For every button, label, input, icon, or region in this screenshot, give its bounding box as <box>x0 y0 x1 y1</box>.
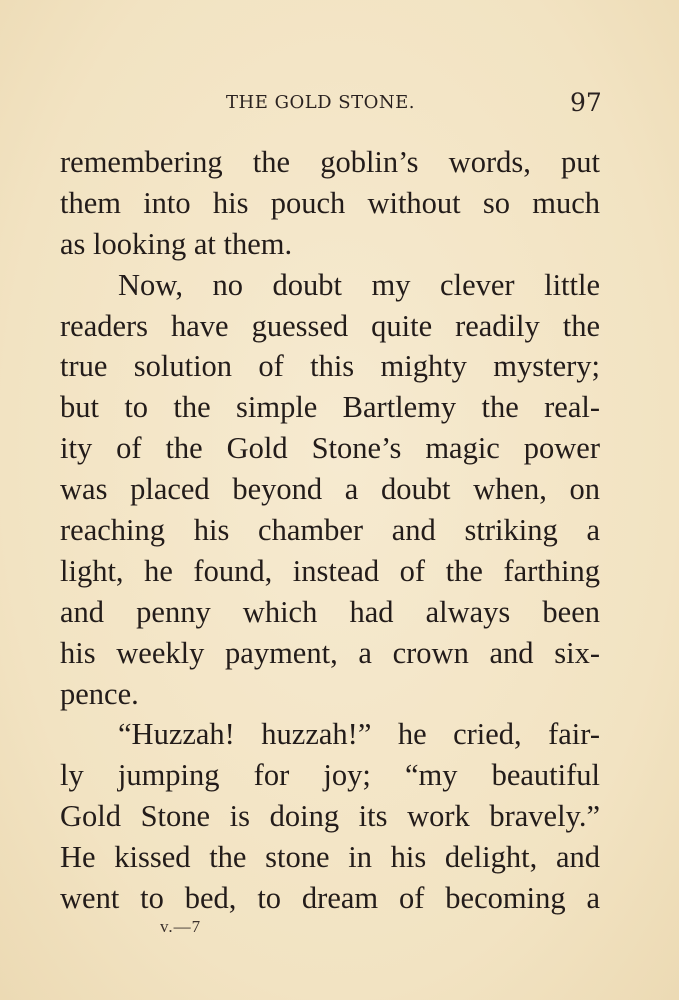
text-line: remembering the goblin’s words, put <box>60 145 600 179</box>
text-line: was placed beyond a doubt when, on <box>60 472 600 507</box>
text-line: ity of the Gold Stone’s magic power <box>60 431 600 466</box>
page-number: 97 <box>570 88 602 117</box>
text-line: them into his pouch without so much <box>60 185 600 220</box>
text-line: and penny which had always been <box>60 594 600 629</box>
text-line: light, he found, instead of the farthing <box>60 553 600 588</box>
text-line: He kissed the stone in his delight, and <box>60 840 600 875</box>
text-line: Gold Stone is doing its work bravely.” <box>60 799 600 834</box>
text-line: went to bed, to dream of becoming a <box>60 881 600 916</box>
signature-mark: v.—7 <box>160 917 202 936</box>
text-line: readers have guessed quite readily the <box>60 308 600 343</box>
body-text <box>60 142 600 919</box>
running-title: THE GOLD STONE. <box>226 92 416 113</box>
text-line: as looking at them. <box>60 226 293 261</box>
text-line: Now, no doubt my clever little <box>118 267 600 302</box>
text-line: “Huzzah! huzzah!” he cried, fair- <box>118 717 600 752</box>
text-line: his weekly payment, a crown and six- <box>60 635 600 670</box>
text-line: reaching his chamber and striking a <box>60 513 600 548</box>
text-line: ly jumping for joy; “my beautiful <box>60 758 600 793</box>
text-line: true solution of this mighty mystery; <box>60 349 600 384</box>
running-head <box>0 88 679 118</box>
text-line: but to the simple Bartlemy the real- <box>60 390 600 425</box>
text-line: pence. <box>60 676 139 711</box>
